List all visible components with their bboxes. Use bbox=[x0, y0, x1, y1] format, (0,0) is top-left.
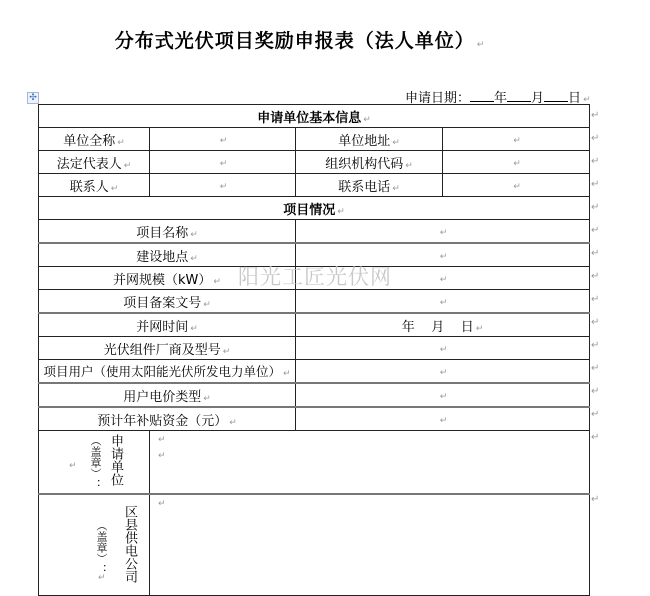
grid-capacity-field[interactable]: ↵ bbox=[296, 267, 590, 290]
table-row bbox=[39, 337, 590, 360]
project-name-field[interactable]: ↵ bbox=[296, 220, 590, 244]
applicant-signature-label bbox=[39, 431, 150, 495]
filing-number-field[interactable]: ↵ bbox=[296, 290, 590, 314]
row-end-mark-icon: ↵ bbox=[591, 271, 600, 282]
contact-person-field[interactable]: ↵ bbox=[150, 174, 296, 197]
grid-capacity-label: 并网规模（kW） ↵ bbox=[39, 267, 296, 290]
applicant-signature-field[interactable]: ↵ ↵ bbox=[150, 431, 590, 495]
table-row bbox=[39, 407, 590, 431]
legal-representative-field[interactable]: ↵ bbox=[150, 151, 296, 174]
annual-subsidy-label: 预计年补贴资金（元） ↵ bbox=[39, 407, 296, 431]
year-blank[interactable] bbox=[470, 89, 494, 102]
power-company-signature-row bbox=[39, 494, 590, 596]
application-form-table bbox=[38, 104, 590, 596]
contact-person-label: 联系人 ↵ bbox=[39, 174, 150, 197]
applicant-unit-title: 申请单位 bbox=[108, 434, 123, 486]
grid-connection-date-field[interactable]: 年 月 日 ↵ bbox=[296, 313, 590, 337]
construction-site-label: 建设地点 ↵ bbox=[39, 243, 296, 267]
unit-full-name-field[interactable]: ↵ bbox=[150, 128, 296, 151]
contact-phone-field[interactable]: ↵ bbox=[443, 174, 590, 197]
application-date-label: 申请日期： bbox=[405, 91, 471, 106]
watermark: 阳光工匠光伏网 bbox=[238, 265, 392, 289]
module-manufacturer-field[interactable]: ↵ bbox=[296, 337, 590, 360]
power-company-stamp-label: （盖章）： bbox=[95, 520, 108, 575]
project-name-label: 项目名称 ↵ bbox=[39, 220, 296, 244]
row-end-mark-icon: ↵ bbox=[591, 386, 600, 397]
month-blank[interactable] bbox=[507, 89, 531, 102]
contact-phone-label: 联系电话 ↵ bbox=[296, 174, 443, 197]
row-end-mark-icon: ↵ bbox=[591, 202, 600, 213]
paragraph-mark-icon: ↵ bbox=[363, 114, 371, 125]
row-end-mark-icon: ↵ bbox=[591, 363, 600, 374]
row-end-mark-icon: ↵ bbox=[591, 409, 600, 420]
row-end-mark-icon: ↵ bbox=[591, 179, 600, 190]
table-row bbox=[39, 220, 590, 244]
applicant-section-header: 申请单位基本信息 ↵ bbox=[39, 105, 590, 128]
row-end-mark-icon: ↵ bbox=[591, 432, 600, 443]
power-company-signature-field[interactable]: ↵ bbox=[150, 494, 590, 596]
row-end-mark-icon: ↵ bbox=[591, 133, 600, 144]
unit-address-field[interactable]: ↵ bbox=[443, 128, 590, 151]
row-end-mark-icon: ↵ bbox=[591, 294, 600, 305]
applicant-section-header-row bbox=[39, 105, 590, 128]
table-row bbox=[39, 360, 590, 384]
unit-address-label: 单位地址 ↵ bbox=[296, 128, 443, 151]
table-row bbox=[39, 290, 590, 314]
row-end-mark-icon: ↵ bbox=[591, 317, 600, 328]
table-row bbox=[39, 243, 590, 267]
applicant-signature-row bbox=[39, 431, 590, 495]
row-end-mark-icon: ↵ bbox=[591, 225, 600, 236]
day-label: 日 bbox=[568, 91, 582, 106]
project-user-field[interactable]: ↵ bbox=[296, 360, 590, 384]
row-end-mark-icon: ↵ bbox=[591, 110, 600, 121]
month-label: 月 bbox=[531, 91, 545, 106]
applicant-stamp-label: （盖章）： bbox=[89, 435, 102, 490]
form-title-text: 分布式光伏项目奖励申报表（法人单位） bbox=[114, 30, 475, 52]
power-company-signature-label bbox=[39, 494, 150, 596]
project-section-header: 项目情况 ↵ bbox=[39, 197, 590, 220]
row-end-mark-icon: ↵ bbox=[591, 156, 600, 167]
year-label: 年 bbox=[494, 91, 508, 106]
table-row bbox=[39, 383, 590, 407]
construction-site-field[interactable]: ↵ bbox=[296, 243, 590, 267]
legal-representative-label: 法定代表人 ↵ bbox=[39, 151, 150, 174]
form-title bbox=[0, 26, 600, 53]
electricity-price-type-field[interactable]: ↵ bbox=[296, 383, 590, 407]
table-row bbox=[39, 151, 590, 174]
power-company-title: 区县供电公司 bbox=[122, 505, 137, 583]
table-row bbox=[39, 313, 590, 337]
paragraph-mark-icon: ↵ bbox=[69, 461, 77, 471]
project-section-header-row bbox=[39, 197, 590, 220]
project-user-label: 项目用户（使用太阳能光伏所发电力单位） ↵ bbox=[39, 360, 296, 384]
table-row bbox=[39, 128, 590, 151]
annual-subsidy-field[interactable]: ↵ bbox=[296, 407, 590, 431]
table-row bbox=[39, 174, 590, 197]
paragraph-mark-icon: ↵ bbox=[583, 95, 591, 105]
table-row bbox=[39, 267, 590, 290]
electricity-price-type-label: 用户电价类型 ↵ bbox=[39, 383, 296, 407]
day-blank[interactable] bbox=[544, 89, 568, 102]
row-end-mark-icon: ↵ bbox=[591, 494, 600, 505]
organization-code-label: 组织机构代码 ↵ bbox=[296, 151, 443, 174]
grid-connection-date-label: 并网时间 ↵ bbox=[39, 313, 296, 337]
row-end-mark-icon: ↵ bbox=[591, 248, 600, 259]
paragraph-mark-icon: ↵ bbox=[98, 573, 106, 583]
organization-code-field[interactable]: ↵ bbox=[443, 151, 590, 174]
unit-full-name-label: 单位全称 ↵ bbox=[39, 128, 150, 151]
module-manufacturer-label: 光伏组件厂商及型号 ↵ bbox=[39, 337, 296, 360]
table-move-handle-icon[interactable]: ✣ bbox=[27, 92, 39, 104]
paragraph-mark-icon: ↵ bbox=[476, 40, 486, 50]
filing-number-label: 项目备案文号 ↵ bbox=[39, 290, 296, 314]
row-end-mark-icon: ↵ bbox=[591, 340, 600, 351]
